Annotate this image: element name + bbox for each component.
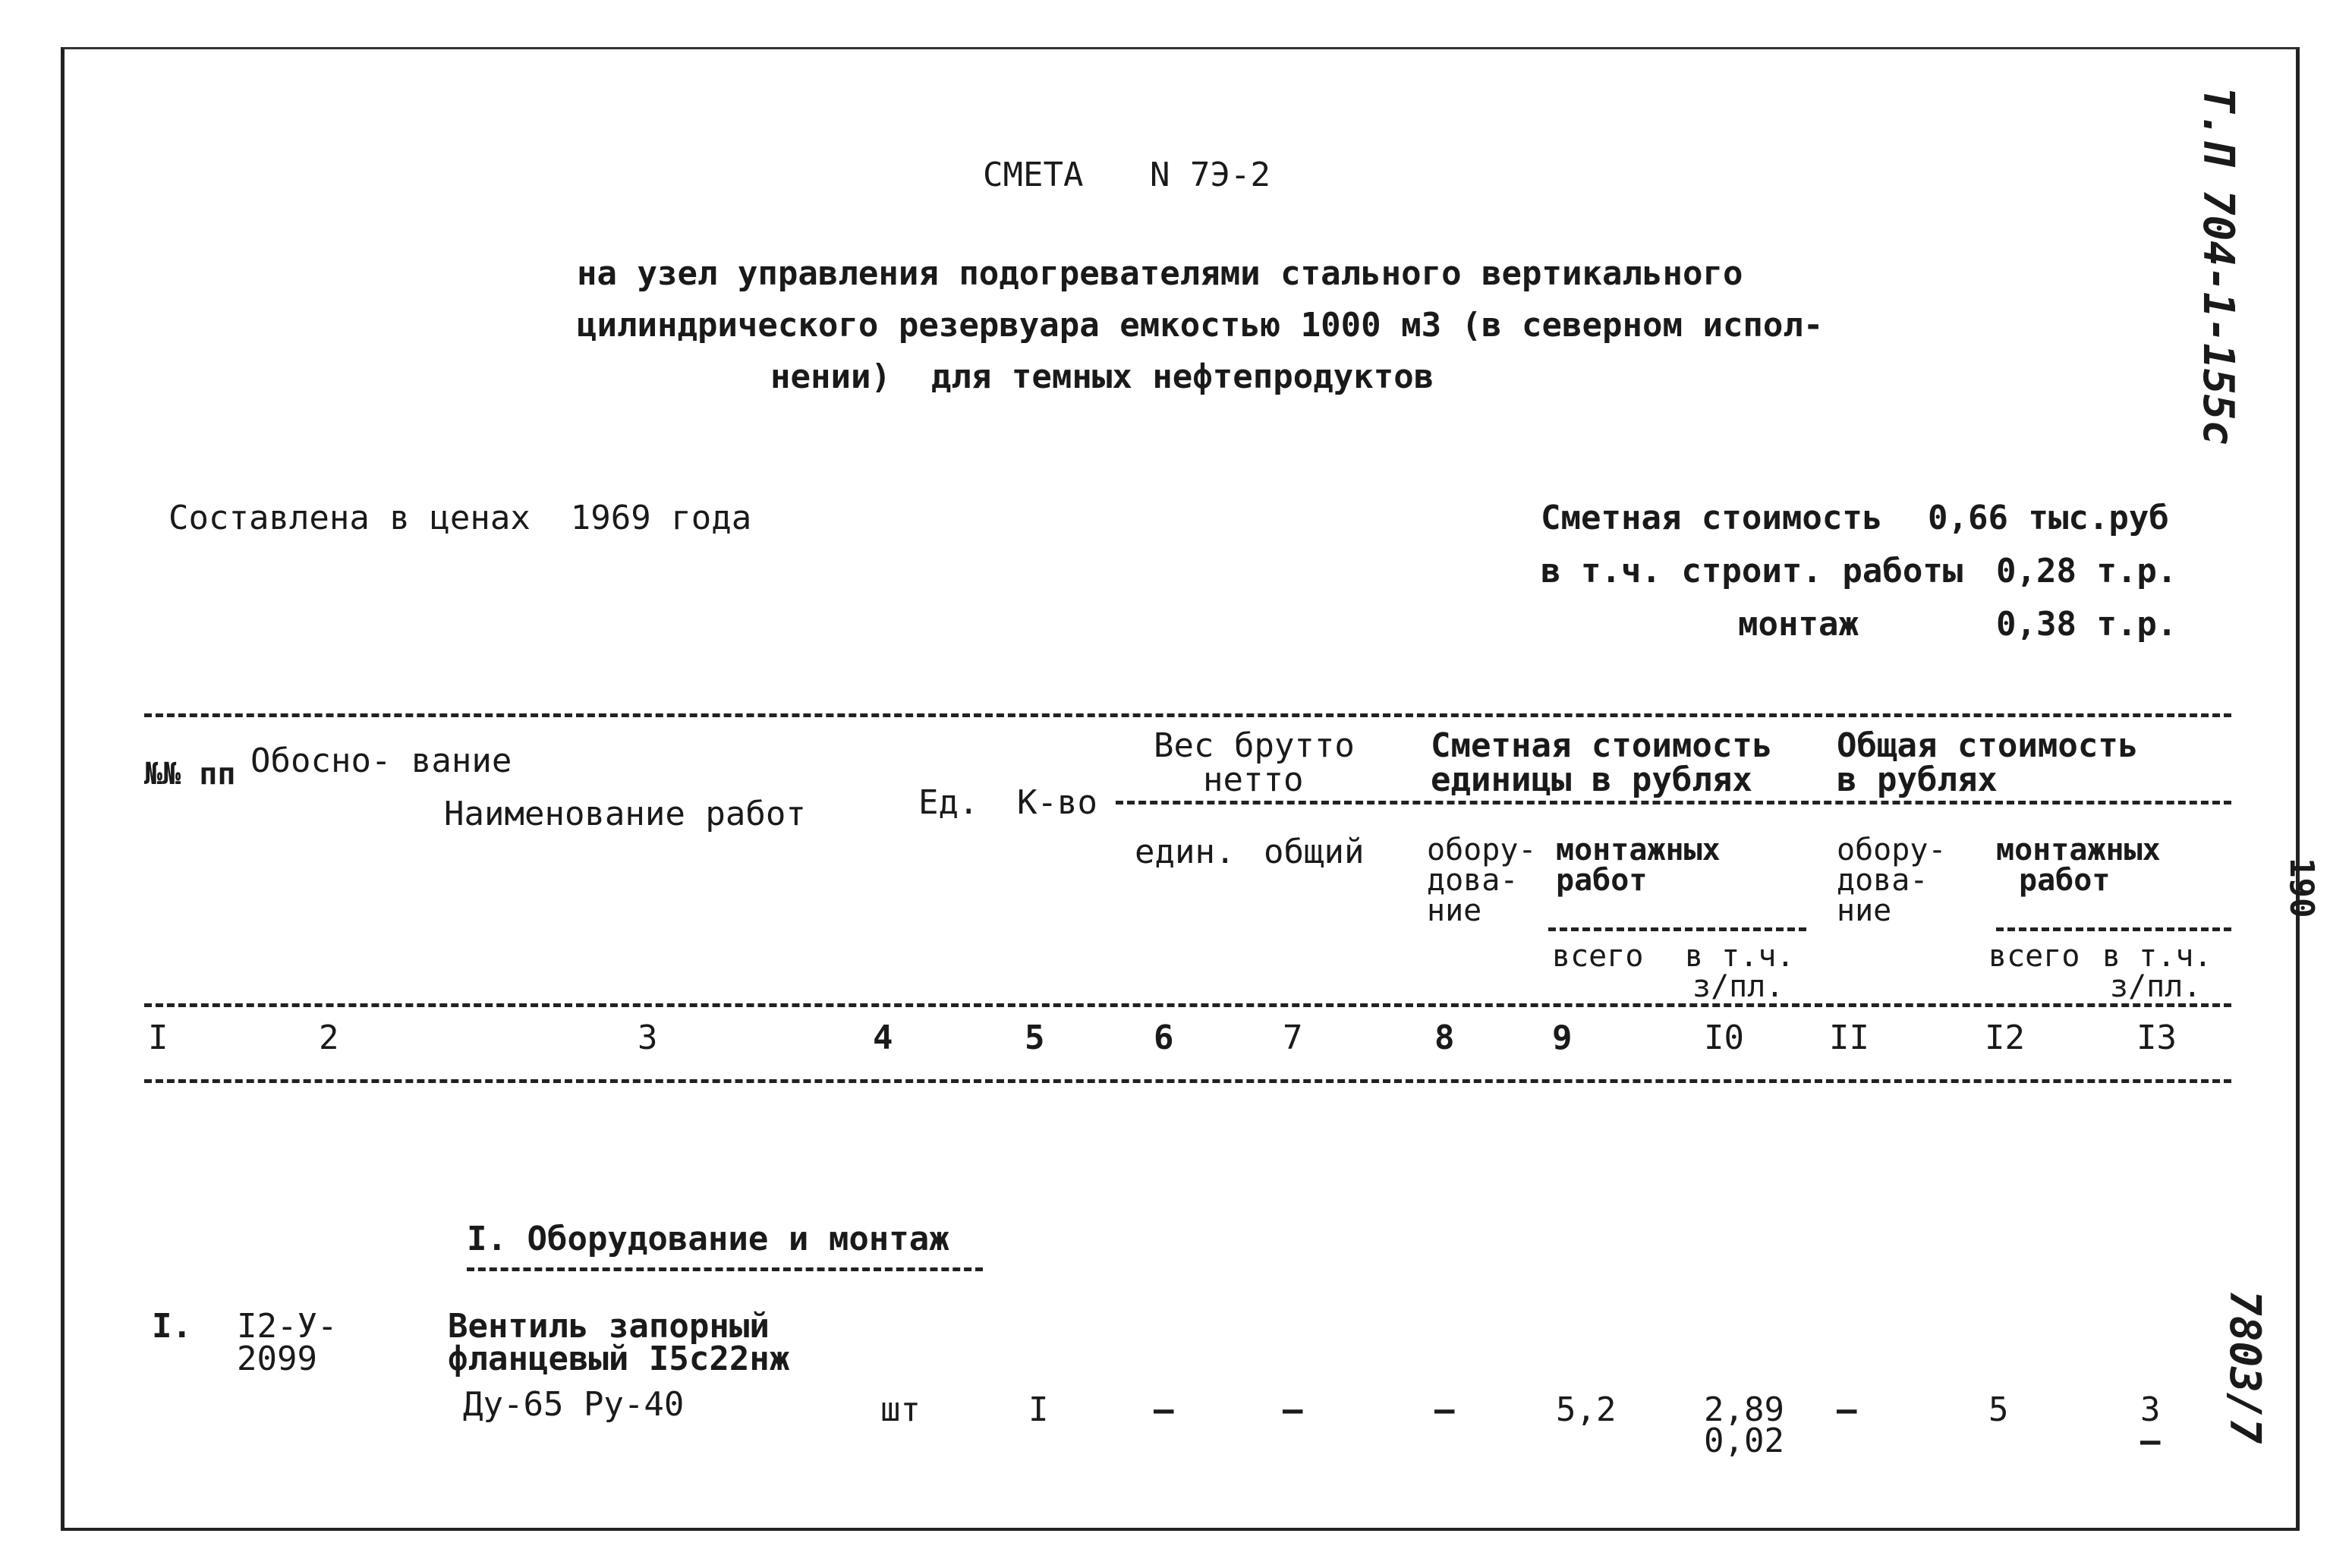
column-number-12: I2 xyxy=(1985,1019,2025,1057)
total-mounting-incl-header-1: в т.ч. xyxy=(2102,939,2212,974)
row-equipment-unit: – xyxy=(1434,1390,1455,1429)
header-sub-rule xyxy=(1116,801,2231,804)
section-title: I. Оборудование и монтаж xyxy=(467,1220,949,1258)
row-weight-unit: – xyxy=(1154,1390,1174,1429)
subtitle-line-1: на узел управления подогревателями стального вертикального xyxy=(577,254,1743,293)
equipment-header-1: обору- xyxy=(1427,833,1537,867)
header-sub-rule-12-13 xyxy=(1996,927,2231,931)
weight-unit-header: един. xyxy=(1135,833,1236,871)
header-sub-rule-9-10 xyxy=(1548,927,1806,931)
total-equipment-header-2: дова- xyxy=(1837,863,1929,898)
smeta-title: СМЕТА xyxy=(983,156,1084,194)
column-number-3: 3 xyxy=(638,1019,658,1057)
mounting-incl-header-1: в т.ч. xyxy=(1685,939,1795,974)
compiled-prices: Составлена в ценах 1969 года xyxy=(168,499,752,537)
row-num: I. xyxy=(152,1307,192,1346)
unit-cost-header-1: Сметная стоимость xyxy=(1431,726,1773,765)
col-basis-header: Обосно- вание xyxy=(250,741,512,780)
subtitle-line-2: цилиндрического резервуара емкостью 1000 м3 (в северном испол- xyxy=(577,306,1824,345)
row-basis-line-2: 2099 xyxy=(237,1340,317,1378)
column-numbers-rule xyxy=(144,1079,2231,1083)
column-number-8: 8 xyxy=(1434,1019,1455,1057)
weight-netto-header: нетто xyxy=(1203,760,1304,799)
unit-cost-header-2: единицы в рублях xyxy=(1431,760,1752,799)
col-name-header: Наименование работ xyxy=(444,795,806,833)
doc-code-stamp: Т.П 704-1-155с xyxy=(2193,87,2243,446)
table-top-rule xyxy=(144,713,2231,717)
mounting-label: монтаж xyxy=(1738,605,1859,644)
row-unit: шт xyxy=(880,1390,921,1429)
row-qty: I xyxy=(1028,1390,1049,1429)
column-number-13: I3 xyxy=(2136,1019,2177,1057)
row-name-line-3: Ду-65 Ру-40 xyxy=(463,1385,685,1424)
weight-brutto-header: Вес брутто xyxy=(1154,726,1355,765)
total-mounting-works-header-2: работ xyxy=(2019,863,2111,898)
row-mounting-wage-total-2: – xyxy=(2140,1422,2161,1460)
equipment-header-2: дова- xyxy=(1427,863,1519,898)
column-number-7: 7 xyxy=(1283,1019,1303,1057)
subtitle-line-3: нении) для темных нефтепродуктов xyxy=(770,357,1434,396)
row-equipment-total: – xyxy=(1837,1390,1857,1429)
row-mounting-wage-total: 3 xyxy=(2140,1390,2161,1429)
column-number-10: I0 xyxy=(1704,1019,1744,1057)
cost-label: Сметная стоимость xyxy=(1541,499,1883,537)
header-bottom-rule xyxy=(144,1003,2231,1007)
total-mounting-total-header: всего xyxy=(1988,939,2080,974)
total-cost-header-2: в рублях xyxy=(1837,760,1998,799)
column-number-11: II xyxy=(1829,1019,1869,1057)
row-name-line-2: фланцевый I5с22нж xyxy=(448,1340,790,1378)
column-number-4: 4 xyxy=(873,1019,893,1057)
row-mounting-wage-unit: 2,89 xyxy=(1704,1390,1784,1429)
mounting-total-header: всего xyxy=(1552,939,1644,974)
total-mounting-works-header-1: монтажных xyxy=(1996,833,2161,867)
total-cost-header-1: Общая стоимость xyxy=(1837,726,2139,765)
row-weight-total: – xyxy=(1283,1390,1303,1429)
row-mounting-total-unit: 5,2 xyxy=(1556,1390,1617,1429)
weight-total-header: общий xyxy=(1264,833,1365,871)
cost-value: 0,66 тыс.руб xyxy=(1928,499,2169,537)
row-mounting-wage-unit-2: 0,02 xyxy=(1704,1422,1784,1460)
construction-value: 0,28 т.р. xyxy=(1996,552,2177,590)
column-number-5: 5 xyxy=(1025,1019,1045,1057)
total-equipment-header-1: обору- xyxy=(1837,833,1947,867)
col-unit-header: Ед. xyxy=(918,783,979,822)
mounting-works-header-1: монтажных xyxy=(1556,833,1721,867)
column-number-2: 2 xyxy=(319,1019,339,1057)
col-num-header: №№ пп xyxy=(144,757,236,792)
total-mounting-incl-header-2: з/пл. xyxy=(2110,969,2202,1004)
sheet-code-stamp: 7803/7 xyxy=(2220,1290,2269,1444)
equipment-header-3: ние xyxy=(1427,893,1482,928)
row-mounting-total: 5 xyxy=(1988,1390,2009,1429)
column-number-6: 6 xyxy=(1154,1019,1174,1057)
column-number-1: I xyxy=(148,1019,168,1057)
construction-label: в т.ч. строит. работы xyxy=(1541,552,1963,590)
section-title-underline xyxy=(467,1267,983,1271)
mounting-incl-header-2: з/пл. xyxy=(1692,969,1784,1004)
page-number-stamp: 190 xyxy=(2282,858,2321,918)
row-basis-line-1: I2-У- xyxy=(237,1307,338,1346)
col-qty-header: К-во xyxy=(1017,783,1097,822)
mounting-value: 0,38 т.р. xyxy=(1996,605,2177,644)
row-name-line-1: Вентиль запорный xyxy=(448,1307,770,1346)
smeta-number: N 7Э-2 xyxy=(1150,156,1270,194)
mounting-works-header-2: работ xyxy=(1556,863,1648,898)
column-number-9: 9 xyxy=(1552,1019,1573,1057)
total-equipment-header-3: ние xyxy=(1837,893,1892,928)
